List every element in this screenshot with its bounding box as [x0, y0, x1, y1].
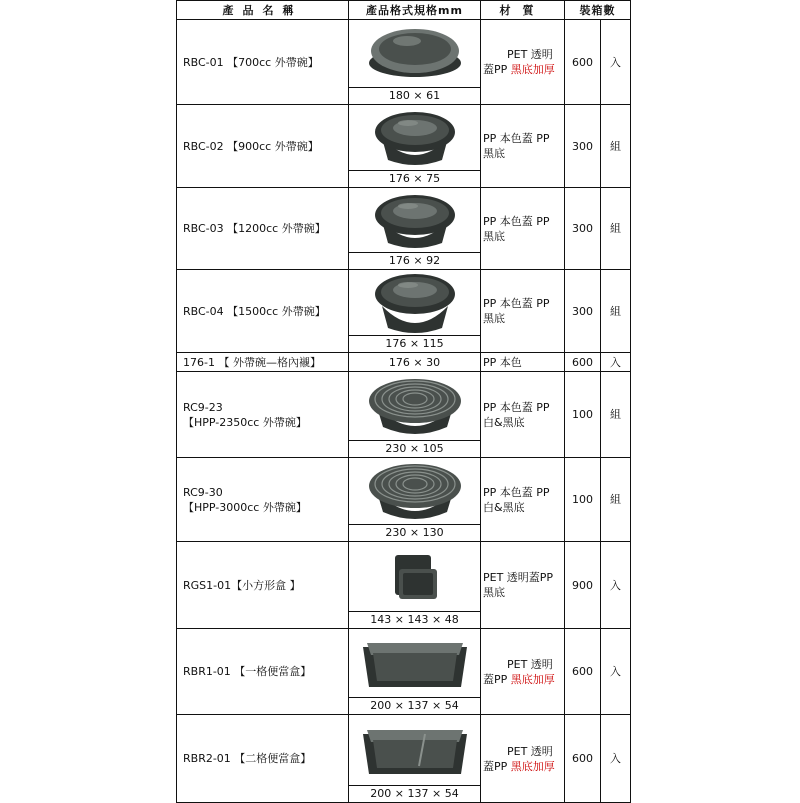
pack-unit: 組: [601, 458, 631, 542]
material-text: PP 本色: [483, 355, 522, 369]
product-dimension: 200 × 137 × 54: [349, 697, 480, 714]
product-image-cell: [349, 629, 481, 715]
table-row: [177, 458, 631, 542]
material-text: PP 本色蓋 PP 黑底: [483, 214, 550, 243]
bento-box-icon: [357, 633, 473, 695]
material-text: PP 本色蓋 PP 黑底: [483, 132, 550, 160]
product-name: 176-1 【 外帶碗—格內襯】: [177, 353, 349, 372]
product-photo: [349, 629, 480, 698]
pack-quantity: 600: [565, 715, 601, 803]
product-image-cell: [349, 372, 481, 458]
material-highlight: 黑底加厚: [510, 63, 555, 76]
bento-box-icon: [357, 720, 473, 782]
product-dimension: 230 × 105: [349, 440, 480, 457]
product-dimension: 200 × 137 × 54: [349, 785, 480, 802]
material-lead: PET 透明: [507, 657, 553, 671]
pack-quantity: 600: [565, 20, 601, 105]
bowl-icon: [370, 108, 460, 168]
product-photo: [349, 105, 480, 171]
product-image-cell: [349, 20, 481, 105]
table-row: [177, 188, 631, 270]
material-text: 蓋PP: [483, 63, 511, 76]
product-dimension: 230 × 130: [349, 524, 480, 541]
header-spec: 產品格式規格mm: [349, 1, 481, 20]
product-dimension: 143 × 143 × 48: [349, 611, 480, 628]
material-text: PP 本色蓋 PP 黑底: [483, 297, 550, 325]
product-name: RC9-30 【HPP-3000cc 外帶碗】: [177, 458, 349, 542]
pack-unit: 組: [601, 105, 631, 188]
product-image-cell: [349, 105, 481, 188]
product-material: [481, 20, 565, 105]
product-name: RBC-03 【1200cc 外帶碗】: [177, 188, 349, 270]
bowl-icon: [365, 23, 465, 85]
table-row: [177, 20, 631, 105]
material-highlight: 黑底加厚: [510, 759, 555, 773]
pack-quantity: 300: [565, 105, 601, 188]
table-row: [177, 105, 631, 188]
product-table: [176, 0, 631, 803]
product-photo: [349, 270, 480, 336]
pack-quantity: 300: [565, 270, 601, 353]
product-spec-sheet: [176, 0, 630, 800]
ribbed-bowl-icon: [365, 460, 465, 524]
product-image-cell: [349, 270, 481, 353]
header-pack: 裝箱數: [565, 1, 631, 20]
product-photo: [349, 188, 480, 253]
product-material: [481, 270, 565, 353]
pack-unit: 入: [601, 542, 631, 629]
product-dimension: 176 × 75: [349, 170, 480, 187]
pack-unit: 入: [601, 629, 631, 715]
table-row: [177, 372, 631, 458]
material-text: PET 透明蓋PP 黑底: [483, 571, 554, 599]
product-dimension: 176 × 115: [349, 335, 480, 352]
product-material: [481, 105, 565, 188]
pack-unit: 組: [601, 188, 631, 270]
material-lead: PET 透明: [507, 48, 553, 61]
pack-unit: 入: [601, 715, 631, 803]
pack-quantity: 100: [565, 372, 601, 458]
material-text: 蓋PP: [483, 672, 511, 686]
material-lead: PET 透明: [507, 744, 553, 758]
table-row: [177, 353, 631, 372]
pack-quantity: 600: [565, 629, 601, 715]
table-row: [177, 270, 631, 353]
product-material: [481, 542, 565, 629]
table-row: [177, 629, 631, 715]
pack-unit: 入: [601, 353, 631, 372]
material-highlight: 黑底加厚: [510, 672, 555, 686]
table-row: [177, 715, 631, 803]
product-image-cell: [349, 542, 481, 629]
product-dimension: 176 × 30: [349, 353, 481, 372]
product-photo: [349, 20, 480, 88]
pack-quantity: 100: [565, 458, 601, 542]
product-name: RBC-02 【900cc 外帶碗】: [177, 105, 349, 188]
material-text: PP 本色蓋 PP 白&黑底: [483, 400, 550, 429]
product-image-cell: [349, 458, 481, 542]
material-text: PP 本色蓋 PP 白&黑底: [483, 485, 550, 514]
header-row: [177, 1, 631, 20]
pack-quantity: 300: [565, 188, 601, 270]
bowl-icon: [370, 191, 460, 251]
product-photo: [349, 372, 480, 441]
pack-unit: 組: [601, 372, 631, 458]
pack-quantity: 900: [565, 542, 601, 629]
product-name: RBR2-01 【二格便當盒】: [177, 715, 349, 803]
ribbed-bowl-icon: [365, 375, 465, 439]
pack-unit: 組: [601, 270, 631, 353]
product-photo: [349, 715, 480, 786]
product-name: RBR1-01 【一格便當盒】: [177, 629, 349, 715]
product-dimension: 176 × 92: [349, 252, 480, 269]
product-image-cell: [349, 715, 481, 803]
product-name: RBC-01 【700cc 外帶碗】: [177, 20, 349, 105]
pack-unit: 入: [601, 20, 631, 105]
header-name: 產品名稱: [177, 1, 349, 20]
product-material: [481, 372, 565, 458]
header-material: 材質: [481, 1, 565, 20]
product-photo: [349, 458, 480, 525]
pack-quantity: 600: [565, 353, 601, 372]
product-material: [481, 353, 565, 372]
product-name: RBC-04 【1500cc 外帶碗】: [177, 270, 349, 353]
table-row: [177, 542, 631, 629]
product-image-cell: [349, 188, 481, 270]
product-photo: [349, 542, 480, 612]
product-material: [481, 629, 565, 715]
product-material: [481, 188, 565, 270]
square-box-icon: [385, 547, 445, 607]
product-material: [481, 715, 565, 803]
bowl-icon: [370, 270, 460, 336]
product-name: RC9-23 【HPP-2350cc 外帶碗】: [177, 372, 349, 458]
material-text: 蓋PP: [483, 759, 511, 773]
product-dimension: 180 × 61: [349, 87, 480, 104]
product-material: [481, 458, 565, 542]
product-name: RGS1-01【小方形盒 】: [177, 542, 349, 629]
